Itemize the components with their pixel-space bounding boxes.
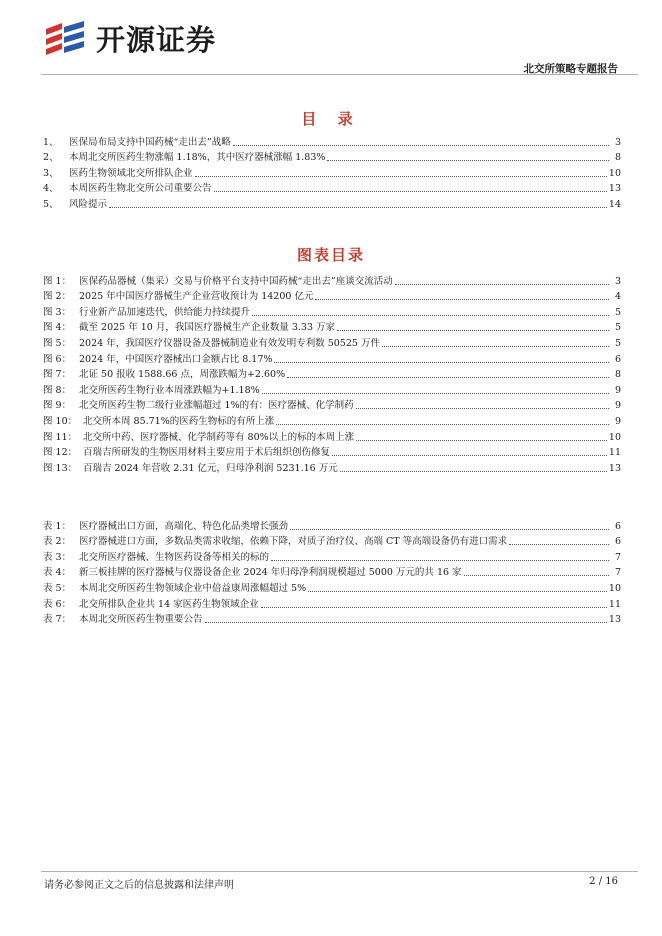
dot-leader — [332, 455, 607, 456]
toc-entry-title: 医保局布局支持中国药械“走出去”战略 — [69, 136, 231, 148]
figure-entry[interactable] — [43, 381, 621, 397]
figure-entry[interactable] — [43, 334, 621, 350]
dot-leader — [195, 176, 607, 177]
figure-entry-page: 5 — [614, 306, 621, 318]
table-entry-title: 北交所医疗器械、生物医药设备等相关的标的 — [79, 551, 270, 563]
figure-entry-page: 3 — [614, 275, 621, 287]
table-entry-page: 6 — [614, 520, 621, 532]
table-entry-page: 11 — [608, 598, 621, 610]
figure-entry[interactable] — [43, 444, 621, 460]
toc-entry-number: 4、 — [43, 183, 59, 195]
figure-entry-number: 图 7： — [43, 369, 72, 381]
figure-entry-number: 图 4： — [43, 322, 72, 334]
figure-entry[interactable] — [43, 288, 621, 304]
figures-title: 图表目录 — [296, 246, 365, 264]
figure-entry-number: 图 2： — [43, 291, 72, 303]
figure-entry-title: 2024 年，我国医疗仪器设备及器械制造业有效发明专利数 50525 万件 — [79, 337, 380, 349]
toc-entry-number: 2、 — [43, 152, 59, 164]
table-entry-title: 北交所排队企业共 14 家医药生物领域企业 — [79, 598, 259, 610]
figure-entry-page: 8 — [614, 369, 621, 381]
table-entry[interactable] — [43, 533, 621, 549]
figure-entry-page: 5 — [614, 322, 621, 334]
table-entry-title: 医疗器械出口方面，高端化、特色化品类增长强劲 — [79, 520, 289, 532]
figure-entry-page: 9 — [614, 384, 621, 396]
figure-entry[interactable] — [43, 319, 621, 335]
toc-entry-page: 3 — [614, 136, 621, 148]
company-logo — [44, 18, 216, 58]
dot-leader — [356, 408, 609, 409]
figure-entry-number: 图 10： — [43, 415, 78, 427]
figure-entry-title: 百瑞吉 2024 年营收 2.31 亿元，归母净利润 5231.16 万元 — [83, 462, 338, 474]
figure-entry-number: 图 11： — [43, 431, 78, 443]
toc-entry-title: 医药生物领域北交所排队企业 — [69, 167, 193, 179]
header-divider — [41, 74, 638, 75]
figure-entry-number: 图 6： — [43, 353, 72, 365]
figure-entry-page: 9 — [614, 415, 621, 427]
figure-entry-number: 图 5： — [43, 337, 72, 349]
toc-entry-number: 3、 — [43, 167, 59, 179]
table-entry-number: 表 1： — [43, 520, 72, 532]
toc-list — [43, 133, 621, 211]
figure-entry-number: 图 13： — [43, 462, 78, 474]
kaiyuan-logo-icon — [44, 19, 88, 57]
figure-entry[interactable] — [43, 412, 621, 428]
dot-leader — [308, 591, 607, 592]
figure-entry[interactable] — [43, 350, 621, 366]
dot-leader — [340, 471, 607, 472]
table-entry-page: 13 — [608, 614, 621, 626]
dot-leader — [274, 362, 609, 363]
dot-leader — [327, 160, 609, 161]
figure-entry-title: 截至 2025 年 10 月，我国医疗器械生产企业数量 3.33 万家 — [79, 322, 336, 334]
figure-entry[interactable] — [43, 303, 621, 319]
figure-entry[interactable] — [43, 272, 621, 288]
figure-entry[interactable] — [43, 397, 621, 413]
figure-entry-title: 北交所本周 85.71%的医药生物标的有所上涨 — [83, 415, 275, 427]
dot-leader — [287, 377, 609, 378]
figure-entry-page: 9 — [614, 400, 621, 412]
report-type: 北交所策略专题报告 — [523, 63, 618, 75]
figure-entry-page: 10 — [608, 431, 621, 443]
figure-entry-title: 北交所中药、医疗器械、化学制药等有 80%以上的标的本周上涨 — [83, 431, 355, 443]
table-entry-page: 6 — [614, 536, 621, 548]
dot-leader — [290, 529, 609, 530]
figure-entry-title: 2024 年，中国医疗器械出口金额占比 8.17% — [79, 353, 273, 365]
toc-entry-title: 风险提示 — [69, 198, 108, 210]
toc-entry-number: 1、 — [43, 136, 59, 148]
toc-entry-number: 5、 — [43, 198, 59, 210]
table-entry-number: 表 7： — [43, 614, 72, 626]
dot-leader — [315, 299, 609, 300]
dot-leader — [395, 284, 609, 285]
toc-entry[interactable] — [43, 180, 621, 196]
table-entry[interactable] — [43, 564, 621, 580]
toc-entry-page: 10 — [608, 167, 621, 179]
figure-list — [43, 272, 621, 475]
company-name: 开源证券 — [96, 22, 217, 57]
footer-divider — [41, 871, 638, 872]
figure-entry-number: 图 9： — [43, 400, 72, 412]
table-entry[interactable] — [43, 611, 621, 627]
dot-leader — [276, 424, 609, 425]
figure-entry-number: 图 3： — [43, 306, 72, 318]
page-number: 2 / 16 — [589, 876, 618, 887]
dot-leader — [382, 346, 609, 347]
table-entry-number: 表 2： — [43, 536, 72, 548]
figure-entry-number: 图 8： — [43, 384, 72, 396]
toc-entry[interactable] — [43, 149, 621, 165]
table-entry-page: 7 — [614, 551, 621, 563]
figure-entry[interactable] — [43, 459, 621, 475]
dot-leader — [205, 622, 607, 623]
dot-leader — [356, 440, 607, 441]
dot-leader — [271, 560, 609, 561]
table-entry-title: 本周北交所医药生物领域企业中倍益康周涨幅超过 5% — [79, 582, 307, 594]
figure-entry-page: 6 — [614, 353, 621, 365]
figure-entry-title: 医保药品器械（集采）交易与价格平台支持中国药械“走出去”座谈交流活动 — [79, 275, 393, 287]
toc-entry-page: 8 — [614, 152, 621, 164]
table-entry-title: 医疗器械进口方面，多数品类需求收缩，依赖下降，对质子治疗仪、高端 CT 等高端设备仍有进口需求 — [79, 536, 508, 548]
table-entry-number: 表 4： — [43, 567, 72, 579]
figure-entry-page: 11 — [608, 447, 621, 459]
dot-leader — [262, 393, 609, 394]
toc-entry[interactable] — [43, 164, 621, 180]
figure-entry-number: 图 1： — [43, 275, 72, 287]
figure-entry-title: 北交所医药生物二级行业涨幅超过 1%的有：医疗器械、化学制药 — [79, 400, 354, 412]
figure-entry-title: 北交所医药生物行业本周涨跌幅为+1.18% — [79, 384, 260, 396]
figure-entry-title: 2025 年中国医疗器械生产企业营收预计为 14200 亿元 — [79, 291, 314, 303]
dot-leader — [214, 191, 607, 192]
table-entry-page: 10 — [608, 582, 621, 594]
dot-leader — [252, 315, 609, 316]
disclaimer-note: 请务必参阅正文之后的信息披露和法律声明 — [44, 880, 234, 891]
toc-entry-title: 本周医药生物北交所公司重要公告 — [69, 183, 212, 195]
toc-entry[interactable] — [43, 195, 621, 211]
table-entry[interactable] — [43, 517, 621, 533]
table-entry[interactable] — [43, 548, 621, 564]
dot-leader — [233, 145, 609, 146]
figure-entry[interactable] — [43, 366, 621, 382]
figure-entry-page: 4 — [614, 291, 621, 303]
dot-leader — [337, 330, 609, 331]
table-entry-number: 表 5： — [43, 582, 72, 594]
toc-title: 目 录 — [301, 110, 361, 128]
figure-entry-number: 图 12： — [43, 447, 78, 459]
toc-entry-page: 14 — [608, 198, 621, 210]
table-entry-number: 表 6： — [43, 598, 72, 610]
dot-leader — [509, 544, 609, 545]
table-entry-page: 7 — [614, 567, 621, 579]
table-entry-title: 新三板挂牌的医疗器械与仪器设备企业 2024 年归母净利润规模超过 5000 万元的共 16 家 — [79, 567, 462, 579]
toc-entry-page: 13 — [608, 183, 621, 195]
figure-entry-title: 北证 50 报收 1588.66 点，周涨跌幅为+2.60% — [79, 369, 286, 381]
toc-entry[interactable] — [43, 133, 621, 149]
dot-leader — [109, 207, 607, 208]
figure-entry-title: 行业新产品加速迭代，供给能力持续提升 — [79, 306, 251, 318]
table-entry-title: 本周北交所医药生物重要公告 — [79, 614, 203, 626]
table-entry[interactable] — [43, 579, 621, 595]
figure-entry[interactable] — [43, 428, 621, 444]
dot-leader — [464, 575, 609, 576]
figure-entry-title: 百瑞吉所研发的生物医用材料主要应用于术后组织创伤修复 — [83, 447, 331, 459]
figure-entry-page: 13 — [608, 462, 621, 474]
toc-entry-title: 本周北交所医药生物涨幅 1.18%，其中医疗器械涨幅 1.83% — [69, 152, 326, 164]
table-entry[interactable] — [43, 595, 621, 611]
dot-leader — [261, 607, 607, 608]
figure-entry-page: 5 — [614, 337, 621, 349]
table-list — [43, 517, 621, 626]
table-entry-number: 表 3： — [43, 551, 72, 563]
